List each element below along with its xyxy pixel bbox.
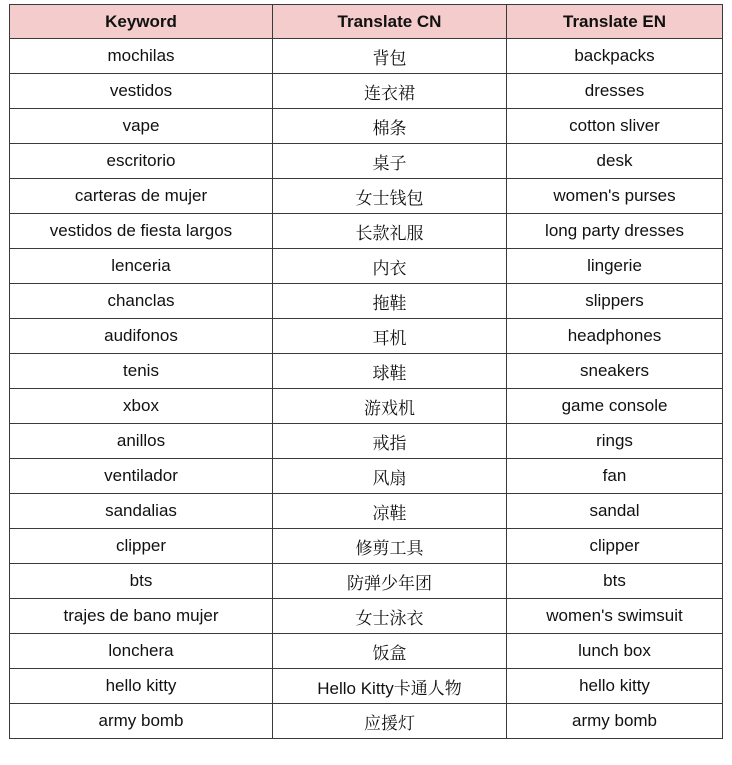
cell-keyword: trajes de bano mujer	[10, 599, 273, 634]
cell-keyword: carteras de mujer	[10, 179, 273, 214]
cell-translate-cn: 连衣裙	[273, 74, 507, 109]
table-row	[10, 249, 723, 284]
cell-translate-en: lunch box	[507, 634, 723, 669]
cell-keyword: army bomb	[10, 704, 273, 739]
table-row	[10, 354, 723, 389]
cell-translate-en: long party dresses	[507, 214, 723, 249]
cell-translate-cn: 拖鞋	[273, 284, 507, 319]
table-row	[10, 564, 723, 599]
cell-translate-cn: 饭盒	[273, 634, 507, 669]
cell-keyword: xbox	[10, 389, 273, 424]
cell-translate-cn: 游戏机	[273, 389, 507, 424]
cell-translate-en: women's purses	[507, 179, 723, 214]
cell-translate-en: desk	[507, 144, 723, 179]
cell-keyword: sandalias	[10, 494, 273, 529]
table-row	[10, 494, 723, 529]
cell-translate-cn: 背包	[273, 39, 507, 74]
cell-keyword: vape	[10, 109, 273, 144]
cell-translate-en: women's swimsuit	[507, 599, 723, 634]
cell-translate-en: sneakers	[507, 354, 723, 389]
cell-translate-cn: 风扇	[273, 459, 507, 494]
cell-keyword: mochilas	[10, 39, 273, 74]
cell-keyword: ventilador	[10, 459, 273, 494]
cell-translate-cn: 球鞋	[273, 354, 507, 389]
table-row	[10, 704, 723, 739]
cell-keyword: tenis	[10, 354, 273, 389]
cell-translate-en: sandal	[507, 494, 723, 529]
cell-translate-en: dresses	[507, 74, 723, 109]
table-row	[10, 179, 723, 214]
table-row	[10, 599, 723, 634]
keyword-table-container	[9, 4, 723, 739]
cell-translate-en: headphones	[507, 319, 723, 354]
table-row	[10, 529, 723, 564]
cell-translate-en: clipper	[507, 529, 723, 564]
table-row	[10, 284, 723, 319]
header-translate-cn: Translate CN	[273, 5, 507, 39]
cell-keyword: anillos	[10, 424, 273, 459]
cell-translate-cn: 内衣	[273, 249, 507, 284]
cell-translate-cn: 凉鞋	[273, 494, 507, 529]
cell-translate-en: game console	[507, 389, 723, 424]
cell-keyword: bts	[10, 564, 273, 599]
cell-translate-cn: 戒指	[273, 424, 507, 459]
cell-translate-cn: 长款礼服	[273, 214, 507, 249]
table-row	[10, 144, 723, 179]
cell-translate-cn: 女士钱包	[273, 179, 507, 214]
cell-translate-en: slippers	[507, 284, 723, 319]
cell-translate-en: backpacks	[507, 39, 723, 74]
table-row	[10, 424, 723, 459]
cell-keyword: chanclas	[10, 284, 273, 319]
cell-translate-cn: 修剪工具	[273, 529, 507, 564]
table-row	[10, 459, 723, 494]
cell-translate-en: lingerie	[507, 249, 723, 284]
keyword-translation-table	[9, 4, 723, 739]
cell-keyword: vestidos	[10, 74, 273, 109]
header-translate-en: Translate EN	[507, 5, 723, 39]
cell-keyword: clipper	[10, 529, 273, 564]
cell-keyword: lenceria	[10, 249, 273, 284]
cell-translate-cn: 应援灯	[273, 704, 507, 739]
cell-translate-en: rings	[507, 424, 723, 459]
table-row	[10, 109, 723, 144]
table-row	[10, 74, 723, 109]
cell-keyword: audifonos	[10, 319, 273, 354]
table-row	[10, 669, 723, 704]
table-row	[10, 319, 723, 354]
cell-keyword: lonchera	[10, 634, 273, 669]
table-row	[10, 389, 723, 424]
cell-translate-en: bts	[507, 564, 723, 599]
cell-translate-en: army bomb	[507, 704, 723, 739]
cell-keyword: hello kitty	[10, 669, 273, 704]
cell-keyword: vestidos de fiesta largos	[10, 214, 273, 249]
cell-translate-cn: 耳机	[273, 319, 507, 354]
cell-translate-en: hello kitty	[507, 669, 723, 704]
cell-translate-cn: Hello Kitty卡通人物	[273, 669, 507, 704]
cell-translate-cn: 桌子	[273, 144, 507, 179]
cell-translate-cn: 棉条	[273, 109, 507, 144]
table-row	[10, 634, 723, 669]
table-header-row	[10, 5, 723, 39]
header-keyword: Keyword	[10, 5, 273, 39]
cell-translate-en: fan	[507, 459, 723, 494]
table-row	[10, 39, 723, 74]
cell-translate-cn: 女士泳衣	[273, 599, 507, 634]
cell-translate-cn: 防弹少年团	[273, 564, 507, 599]
table-row	[10, 214, 723, 249]
cell-translate-en: cotton sliver	[507, 109, 723, 144]
cell-keyword: escritorio	[10, 144, 273, 179]
